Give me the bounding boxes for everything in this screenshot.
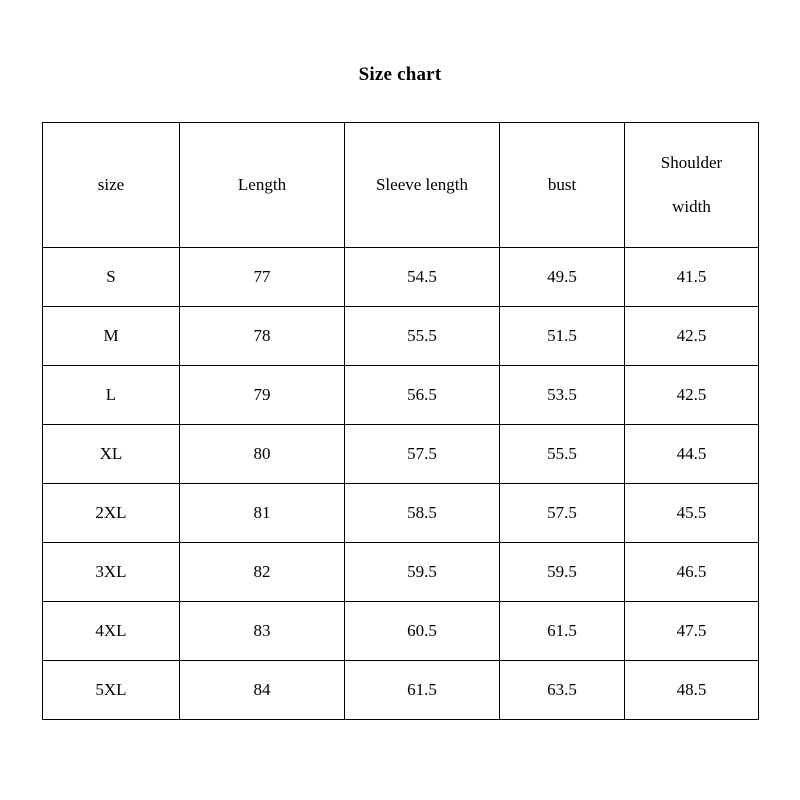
table-row — [43, 543, 759, 602]
size-table-container — [42, 122, 758, 720]
cell-length: 78 — [180, 307, 345, 366]
cell-shoulder-width: 45.5 — [625, 484, 759, 543]
cell-shoulder-width: 46.5 — [625, 543, 759, 602]
cell-bust: 57.5 — [500, 484, 625, 543]
cell-shoulder-width: 42.5 — [625, 366, 759, 425]
column-header-shoulder-width-line2: width — [672, 197, 711, 216]
table-row — [43, 366, 759, 425]
cell-size: L — [43, 366, 180, 425]
cell-sleeve-length: 58.5 — [345, 484, 500, 543]
column-header-length: Length — [180, 123, 345, 248]
cell-size: M — [43, 307, 180, 366]
cell-shoulder-width: 48.5 — [625, 661, 759, 720]
cell-size: S — [43, 248, 180, 307]
cell-sleeve-length: 59.5 — [345, 543, 500, 602]
table-row — [43, 602, 759, 661]
table-header-row — [43, 123, 759, 248]
column-header-sleeve-length: Sleeve length — [345, 123, 500, 248]
cell-length: 83 — [180, 602, 345, 661]
cell-size: 3XL — [43, 543, 180, 602]
cell-shoulder-width: 44.5 — [625, 425, 759, 484]
cell-length: 80 — [180, 425, 345, 484]
cell-bust: 63.5 — [500, 661, 625, 720]
table-row — [43, 661, 759, 720]
column-header-shoulder-width-line1: Shoulder — [660, 152, 723, 172]
cell-bust: 55.5 — [500, 425, 625, 484]
table-row — [43, 425, 759, 484]
table-body — [43, 248, 759, 720]
cell-bust: 53.5 — [500, 366, 625, 425]
cell-length: 77 — [180, 248, 345, 307]
cell-length: 84 — [180, 661, 345, 720]
table-row — [43, 307, 759, 366]
cell-bust: 59.5 — [500, 543, 625, 602]
cell-length: 79 — [180, 366, 345, 425]
cell-sleeve-length: 60.5 — [345, 602, 500, 661]
cell-bust: 49.5 — [500, 248, 625, 307]
cell-bust: 61.5 — [500, 602, 625, 661]
column-header-size: size — [43, 123, 180, 248]
table-header — [43, 123, 759, 248]
cell-shoulder-width: 42.5 — [625, 307, 759, 366]
cell-shoulder-width: 47.5 — [625, 602, 759, 661]
cell-sleeve-length: 61.5 — [345, 661, 500, 720]
cell-sleeve-length: 56.5 — [345, 366, 500, 425]
cell-sleeve-length: 55.5 — [345, 307, 500, 366]
cell-sleeve-length: 54.5 — [345, 248, 500, 307]
cell-sleeve-length: 57.5 — [345, 425, 500, 484]
cell-length: 81 — [180, 484, 345, 543]
cell-length: 82 — [180, 543, 345, 602]
cell-size: 4XL — [43, 602, 180, 661]
cell-size: XL — [43, 425, 180, 484]
column-header-shoulder-width — [625, 123, 759, 248]
table-row — [43, 484, 759, 543]
size-chart-table — [42, 122, 759, 720]
cell-bust: 51.5 — [500, 307, 625, 366]
cell-shoulder-width: 41.5 — [625, 248, 759, 307]
table-row — [43, 248, 759, 307]
page-title: Size chart — [358, 64, 442, 85]
cell-size: 2XL — [43, 484, 180, 543]
column-header-bust: bust — [500, 123, 625, 248]
cell-size: 5XL — [43, 661, 180, 720]
